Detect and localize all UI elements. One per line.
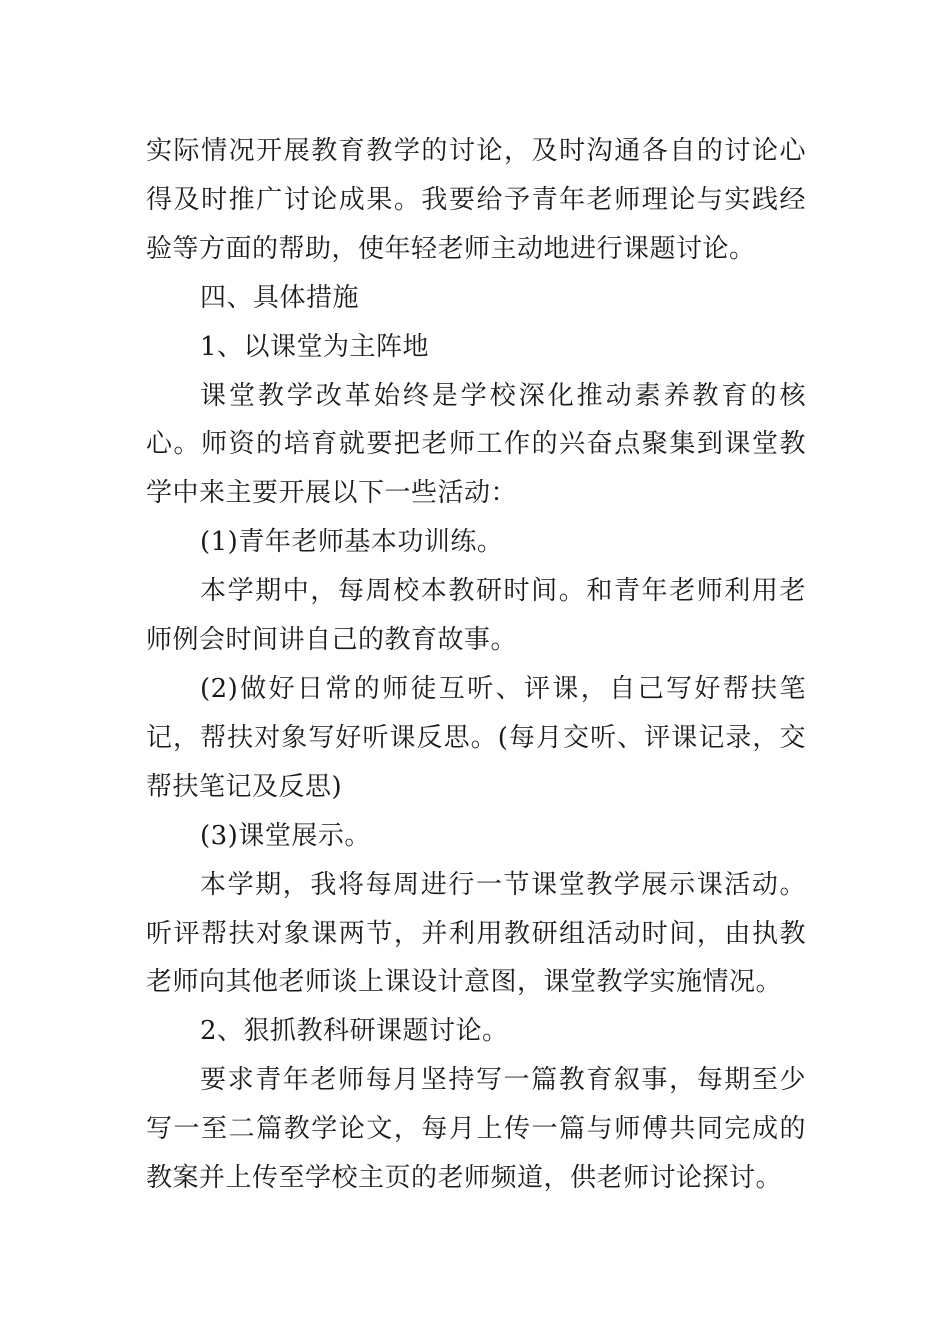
subheading-classroom: 1、以课堂为主阵地	[200, 331, 430, 362]
paragraph-research-requirements: 要求青年老师每月坚持写一篇教育叙事，每期至少写一至二篇教学论文，每月上传一篇与师傅共同完成的教案并上传至学校主页的老师频道，供老师讨论探讨。	[146, 1065, 806, 1194]
section-heading-measures: 四、具体措施	[200, 282, 360, 313]
paragraph-display-activity: 本学期，我将每周进行一节课堂教学展示课活动。听评帮扶对象课两节，并利用教研组活动时间，由执教老师向其他老师谈上课设计意图，课堂教学实施情况。	[146, 869, 806, 998]
item-classroom-display: (3)课堂展示。	[200, 820, 371, 851]
paragraph-weekly-research: 本学期中，每周校本教研时间。和青年老师利用老师例会时间讲自己的教育故事。	[146, 576, 806, 656]
paragraph-continued: 实际情况开展教育教学的讨论，及时沟通各自的讨论心得及时推广讨论成果。我要给予青年老师理论与实践经验等方面的帮助，使年轻老师主动地进行课题讨论。	[146, 136, 806, 264]
document-body	[146, 127, 806, 1203]
paragraph-classroom-reform: 课堂教学改革始终是学校深化推动素养教育的核心。师资的培育就要把老师工作的兴奋点聚集到课堂教学中来主要开展以下一些活动：	[146, 380, 806, 509]
item-mentor-listening: (2)做好日常的师徒互听、评课，自己写好帮扶笔记，帮扶对象写好听课反思。(每月交听、评课记录，交帮扶笔记及反思)	[146, 673, 806, 802]
item-basic-training: (1)青年老师基本功训练。	[200, 527, 504, 558]
subheading-research: 2、狠抓教科研课题讨论。	[200, 1016, 509, 1047]
